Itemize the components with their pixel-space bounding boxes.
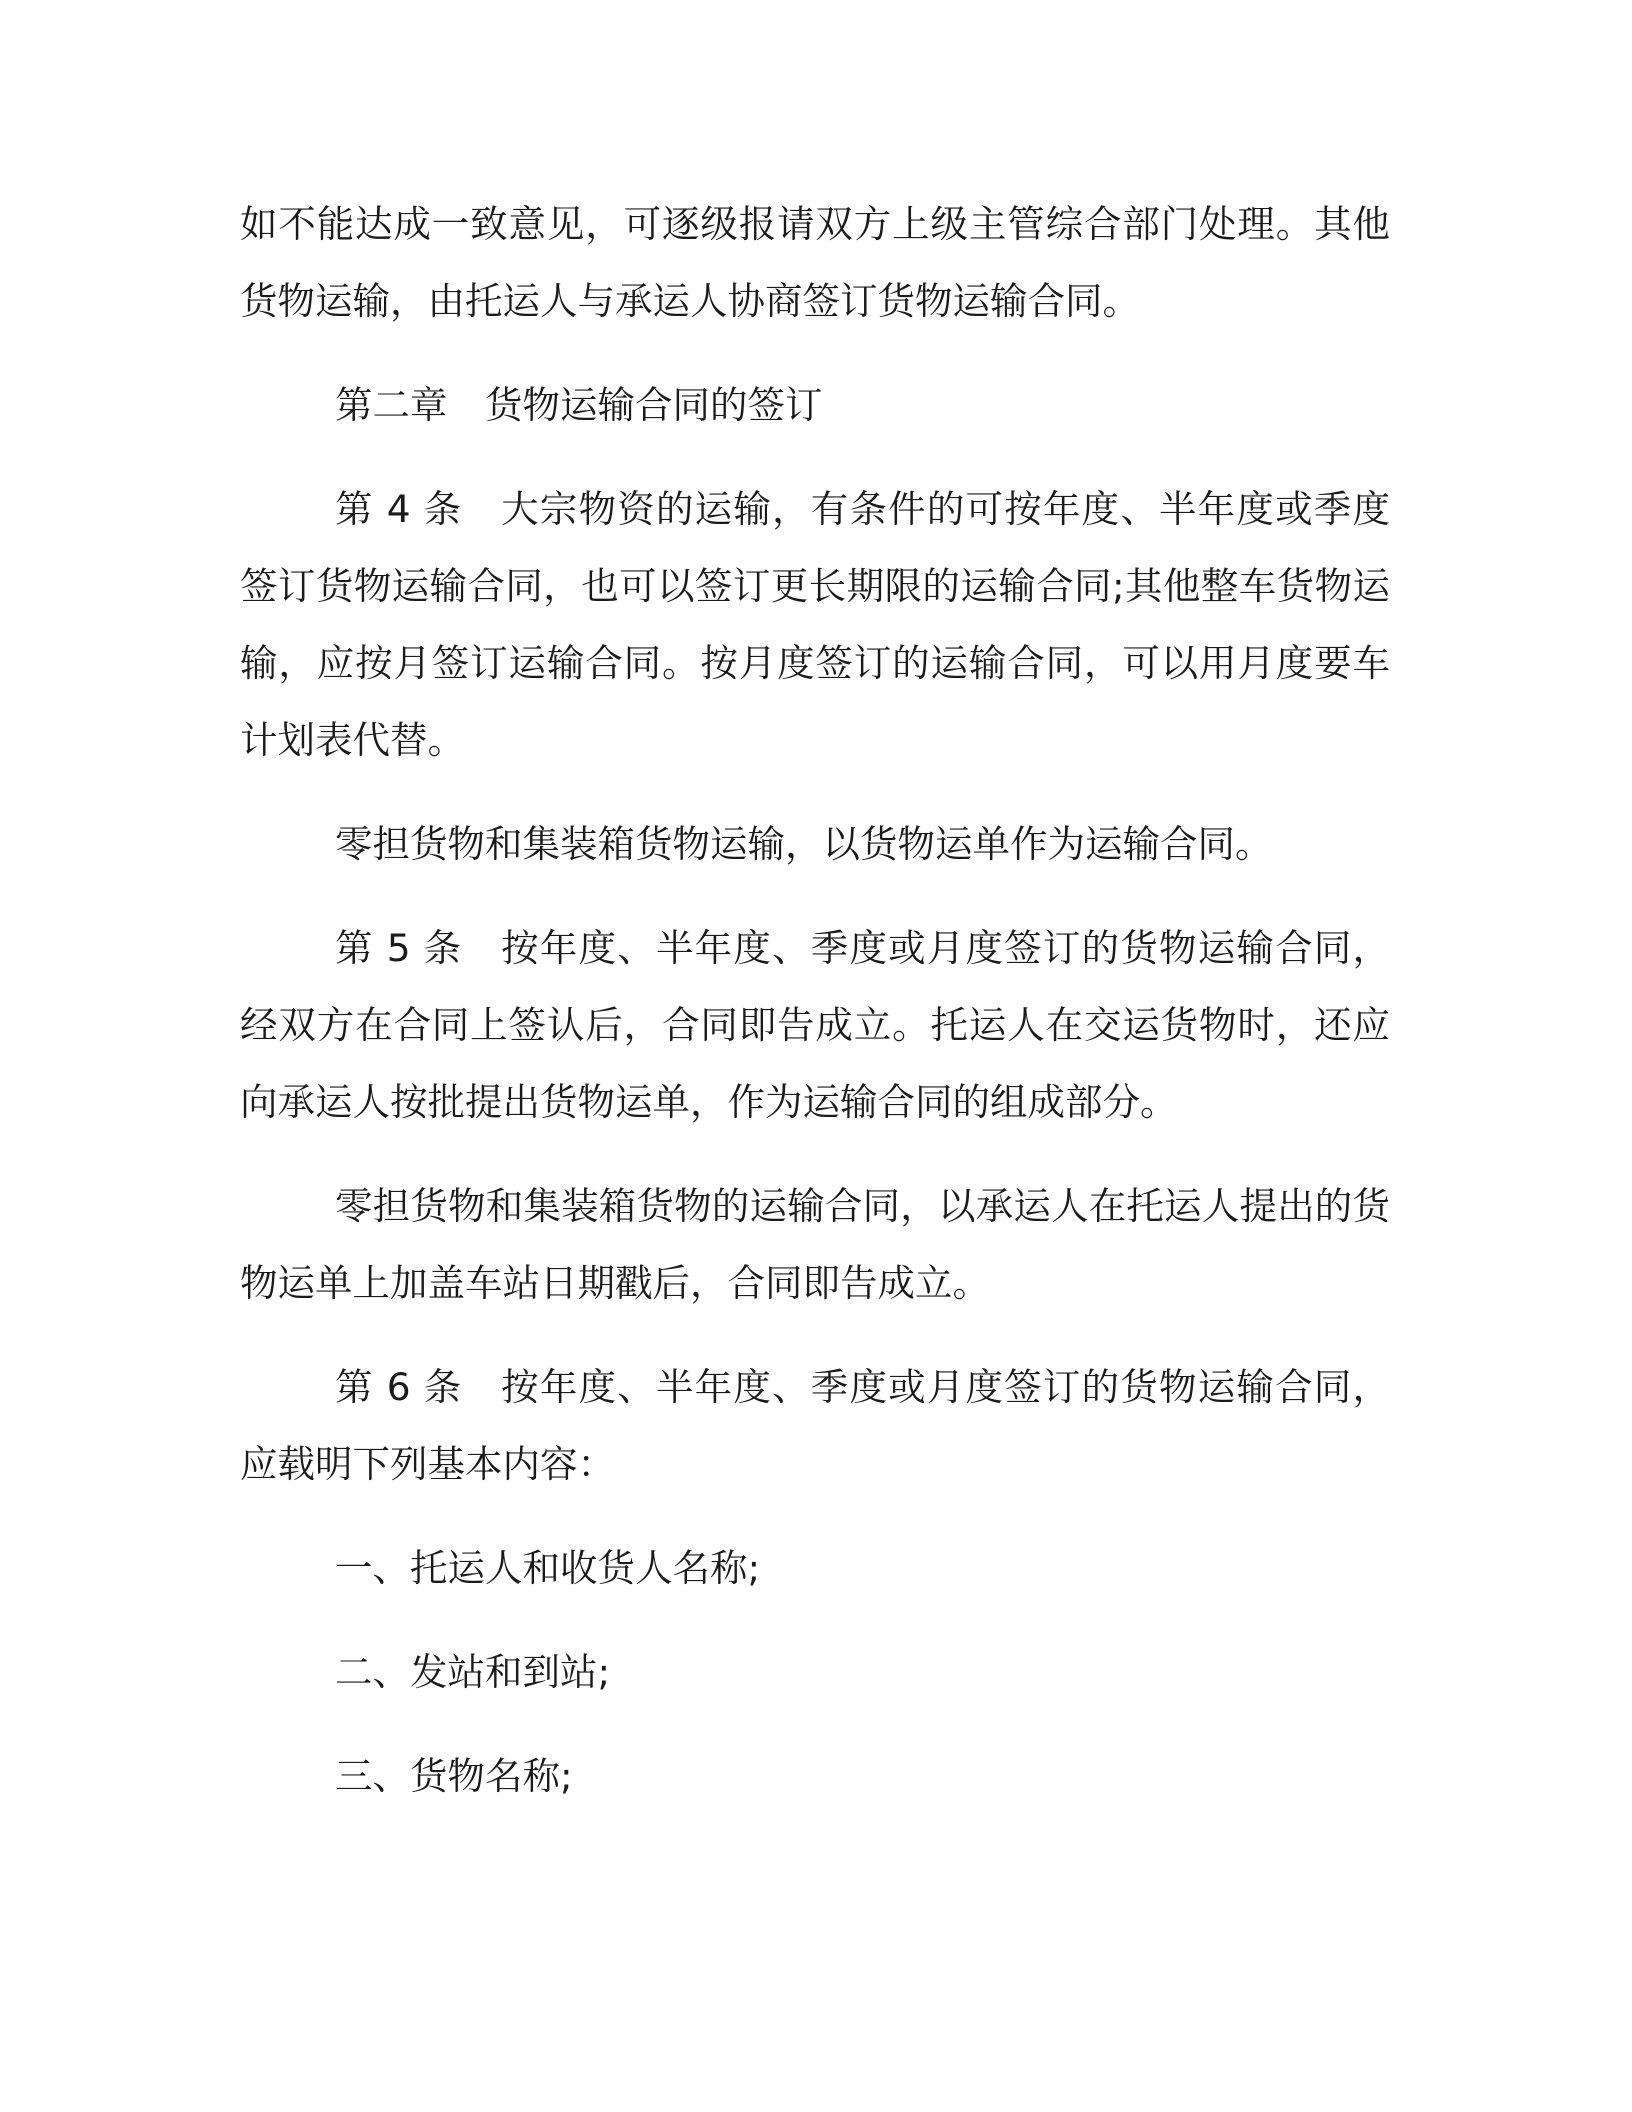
article-4-less-than-carload: 零担货物和集装箱货物运输，以货物运单作为运输合同。 xyxy=(335,822,1273,866)
article-4: 第 4 条 大宗物资的运输，有条件的可按年度、半年度或季度签订货物运输合同，也可以签订更长期限的运输合同;其他整车货物运输，应按月签订运输合同。按月度签订的运输合同，可以用月度要车计划表代替。 xyxy=(240,487,1390,762)
list-item-2: 二、发站和到站; xyxy=(335,1650,611,1694)
list-item-1: 一、托运人和收货人名称; xyxy=(335,1546,761,1590)
list-item-3: 三、货物名称; xyxy=(335,1754,573,1798)
article-6: 第 6 条 按年度、半年度、季度或月度签订的货物运输合同，应载明下列基本内容： xyxy=(240,1365,1390,1486)
paragraph-continuation: 如不能达成一致意见，可逐级报请双方上级主管综合部门处理。其他货物运输，由托运人与承运人协商签订货物运输合同。 xyxy=(240,202,1390,323)
chapter-heading: 第二章 货物运输合同的签订 xyxy=(335,383,823,427)
article-5: 第 5 条 按年度、半年度、季度或月度签订的货物运输合同，经双方在合同上签认后，合同即告成立。托运人在交运货物时，还应向承运人按批提出货物运单，作为运输合同的组成部分。 xyxy=(240,926,1390,1124)
document-body xyxy=(240,186,1390,1815)
article-5-less-than-carload: 零担货物和集装箱货物的运输合同，以承运人在托运人提出的货物运单上加盖车站日期戳后，合同即告成立。 xyxy=(240,1184,1390,1305)
